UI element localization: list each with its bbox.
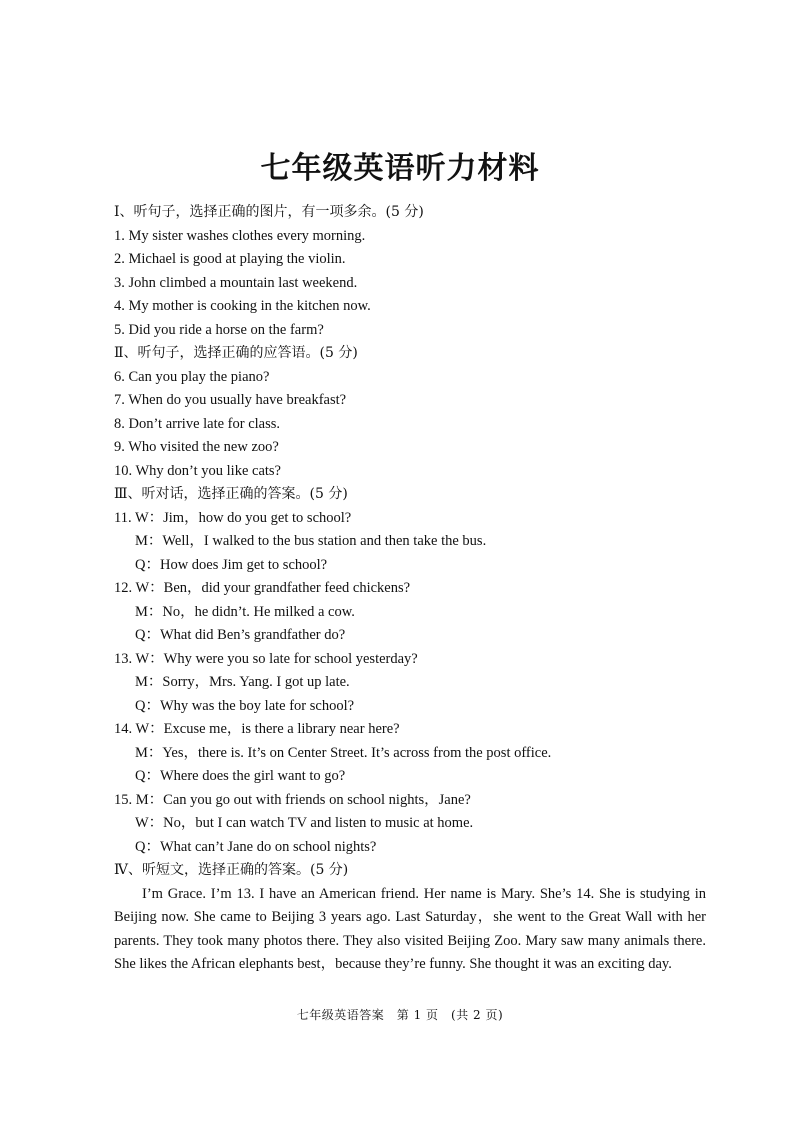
dialogue-first-line: 11. W：Jim，how do you get to school? <box>114 509 352 526</box>
dialogue-reply-line: W：No，but I can watch TV and listen to music at home. <box>135 815 474 831</box>
sentence-item: 1. My sister washes clothes every morning. <box>114 227 366 244</box>
dialogue-question-line: Q：Where does the girl want to go? <box>135 768 346 784</box>
sentence-item: 3. John climbed a mountain last weekend. <box>114 274 358 291</box>
sentence-item: 8. Don’t arrive late for class. <box>114 415 281 432</box>
sentence-item: 6. Can you play the piano? <box>114 368 270 385</box>
page-footer: 七年级英语答案 第 1 页 (共 2 页) <box>296 1008 504 1022</box>
dialogue-reply-line: M：Well，I walked to the bus station and then take the bus. <box>135 533 487 549</box>
dialogue-first-line: 15. M：Can you go out with friends on school nights，Jane? <box>114 791 471 808</box>
sentence-item: 5. Did you ride a horse on the farm? <box>114 321 324 338</box>
sentence-item: 4. My mother is cooking in the kitchen now. <box>114 298 371 314</box>
dialogue-reply-line: M：No，he didn’t. He milked a cow. <box>135 603 355 620</box>
sentence-item: 7. When do you usually have breakfast? <box>114 392 347 408</box>
section-1-heading: Ⅰ、听句子，选择正确的图片，有一项多余。(5 分) <box>114 204 424 220</box>
dialogue-first-line: 14. W：Excuse me，is there a library near here? <box>114 721 400 737</box>
dialogue-question-line: Q：What did Ben’s grandfather do? <box>135 627 346 643</box>
sentence-item: 2. Michael is good at playing the violin. <box>114 251 346 267</box>
sentence-item: 10. Why don’t you like cats? <box>114 462 281 479</box>
dialogue-first-line: 13. W：Why were you so late for school yesterday? <box>114 650 418 667</box>
sentence-item: 9. Who visited the new zoo? <box>114 439 279 455</box>
dialogue-question-line: Q：How does Jim get to school? <box>135 556 328 573</box>
dialogue-first-line: 12. W：Ben，did your grandfather feed chickens? <box>114 580 411 596</box>
page-title: 七年级英语听力材料 <box>260 151 540 186</box>
document-body <box>114 201 706 977</box>
dialogue-reply-line: M：Sorry，Mrs. Yang. I got up late. <box>135 674 350 690</box>
section-2-heading: Ⅱ、听句子，选择正确的应答语。(5 分) <box>114 345 358 361</box>
dialogue-reply-line: M：Yes，there is. It’s on Center Street. It’s across from the post office. <box>135 744 552 761</box>
section-3-heading: Ⅲ、听对话，选择正确的答案。(5 分) <box>114 486 348 502</box>
section-4-heading: Ⅳ、听短文，选择正确的答案。(5 分) <box>114 862 349 878</box>
dialogue-question-line: Q：What can’t Jane do on school nights? <box>135 838 377 855</box>
dialogue-question-line: Q：Why was the boy late for school? <box>135 697 355 714</box>
passage-text: I’m Grace. I’m 13. I have an American friend. Her name is Mary. She’s 14. She is studying in Beijing now. She came to Beijing 3 years ago. Last Saturday，she went to the Great Wall with her parents. They took many photos there. They also visited Beijing Zoo. Mary saw many animals there. She likes the African elephants best，because they’re funny. She thought it was an exciting day. <box>114 885 706 972</box>
